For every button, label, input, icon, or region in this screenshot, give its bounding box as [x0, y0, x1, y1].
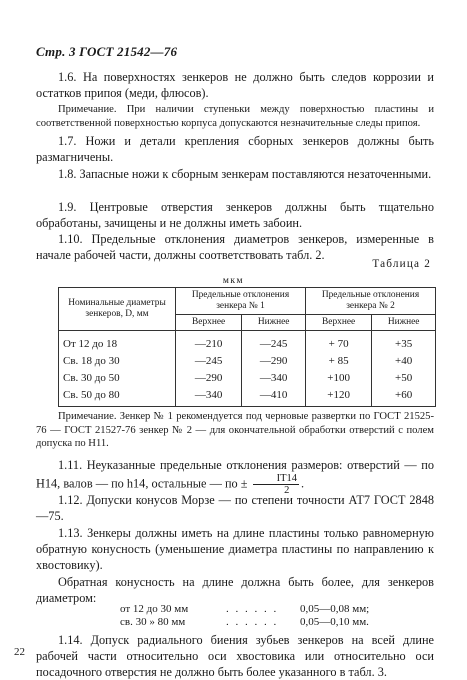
cell-z2-lower: +60: [372, 386, 436, 407]
cell-z2-upper: + 85: [305, 352, 371, 369]
table-row: [59, 369, 436, 386]
tolerance-table: [58, 287, 436, 407]
cell-z1-upper: —210: [176, 331, 242, 353]
cell-z2-upper: +120: [305, 386, 371, 407]
cell-z2-lower: +50: [372, 369, 436, 386]
diameter-range-1-value: 0,05—0,08 мм;: [300, 603, 370, 615]
header-z2: Предельные отклонения зенкера № 2: [305, 288, 435, 315]
fraction-denominator: 2: [284, 485, 290, 496]
table-row: [59, 386, 436, 407]
header-nominal: Номинальные диаметры зенкеров, D, мм: [59, 288, 176, 331]
table-row: [59, 352, 436, 369]
cell-z1-upper: —245: [176, 352, 242, 369]
paragraph-1-12: 1.12. Допуски конусов Морзе — по степени точности АТ7 ГОСТ 2848—75.: [36, 493, 434, 523]
paragraph-1-7: 1.7. Ножи и детали крепления сборных зенкеров должны быть размагничены.: [36, 134, 434, 164]
cell-z1-lower: —410: [242, 386, 306, 407]
diameter-range-2-label: св. 30 » 80 мм: [120, 616, 186, 628]
cell-z2-upper: + 70: [305, 331, 371, 353]
header-z1-upper: Верхнее: [176, 315, 242, 331]
note-1: Примечание. При наличии ступеньки между поверхностью пластины и соответственной поверхностью корпуса допускаются незначительные следы припоя.: [36, 104, 434, 129]
paragraph-1-11: 1.11. Неуказанные предельные отклонения размеров: отверстий — по Н14, валов — по h14, остальные — по ± $\frac{IT14}{2}$ .: [36, 458, 434, 496]
cell-z1-lower: —290: [242, 352, 306, 369]
paragraph-1-9: 1.9. Центровые отверстия зенкеров должны быть тщательно обработаны, зачищены и не должны иметь забоин.: [36, 200, 434, 230]
cell-z2-upper: +100: [305, 369, 371, 386]
leader-dots-2: . . . . . .: [226, 616, 279, 628]
page-number: 22: [14, 646, 25, 658]
table-unit: мкм: [222, 276, 245, 286]
header-z2-lower: Нижнее: [372, 315, 436, 331]
cell-diameter: Св. 50 до 80: [59, 386, 176, 407]
header-z2-upper: Верхнее: [305, 315, 371, 331]
header-z1: Предельные отклонения зенкера № 1: [176, 288, 306, 315]
paragraph-1-8: 1.8. Запасные ножи к сборным зенкерам поставляются незаточенными.: [58, 167, 432, 181]
cell-z1-upper: —340: [176, 386, 242, 407]
cell-diameter: Св. 30 до 50: [59, 369, 176, 386]
paragraph-1-14: 1.14. Допуск радиального биения зубьев зенкеров на всей длине рабочей части относительно оси хвостовика или относительно оси посадочного отверстия не должно быть более указанного в табл. 3.: [36, 633, 434, 679]
cell-z2-lower: +40: [372, 352, 436, 369]
fraction-numerator: IT14: [253, 473, 299, 485]
paragraph-1-13: 1.13. Зенкеры должны иметь на длине пластины только равномерную обратную конусность (уменьшение диаметра пластины по направлению к хвостовику).: [36, 526, 434, 572]
leader-dots-1: . . . . . .: [226, 603, 279, 615]
table-row: [59, 331, 436, 353]
paragraph-1-6: 1.6. На поверхностях зенкеров не должно быть следов коррозии и остатков припоя (меди, флюсов).: [36, 70, 434, 100]
diameter-range-2-value: 0,05—0,10 мм.: [300, 616, 369, 628]
cell-z2-lower: +35: [372, 331, 436, 353]
cell-z1-upper: —290: [176, 369, 242, 386]
cell-diameter: Св. 18 до 30: [59, 352, 176, 369]
header-z1-lower: Нижнее: [242, 315, 306, 331]
paragraph-1-11-text: 1.11. Неуказанные предельные отклонения размеров: отверстий — по Н14, валов — по h14, остальные — по ±: [36, 458, 434, 491]
table-caption: Таблица 2: [372, 258, 431, 270]
cell-z1-lower: —245: [242, 331, 306, 353]
note-2: Примечание. Зенкер № 1 рекомендуется под черновые развертки по ГОСТ 21525-76 — ГОСТ 21527-76 зенкер № 2 — для окончательной обработки отверстий с полем допуска по Н11.: [36, 411, 434, 449]
diameter-range-1-label: от 12 до 30 мм: [120, 603, 189, 615]
paragraph-1-13-continued: Обратная конусность на длине должна быть более, для зенкеров диаметром:: [36, 575, 434, 605]
cell-diameter: От 12 до 18: [59, 331, 176, 353]
paragraph-1-10: 1.10. Предельные отклонения диаметров зенкеров, измеренные в начале рабочей части, должны соответствовать табл. 2.: [36, 232, 434, 262]
cell-z1-lower: —340: [242, 369, 306, 386]
page-header: Стр. 3 ГОСТ 21542—76: [36, 44, 178, 59]
